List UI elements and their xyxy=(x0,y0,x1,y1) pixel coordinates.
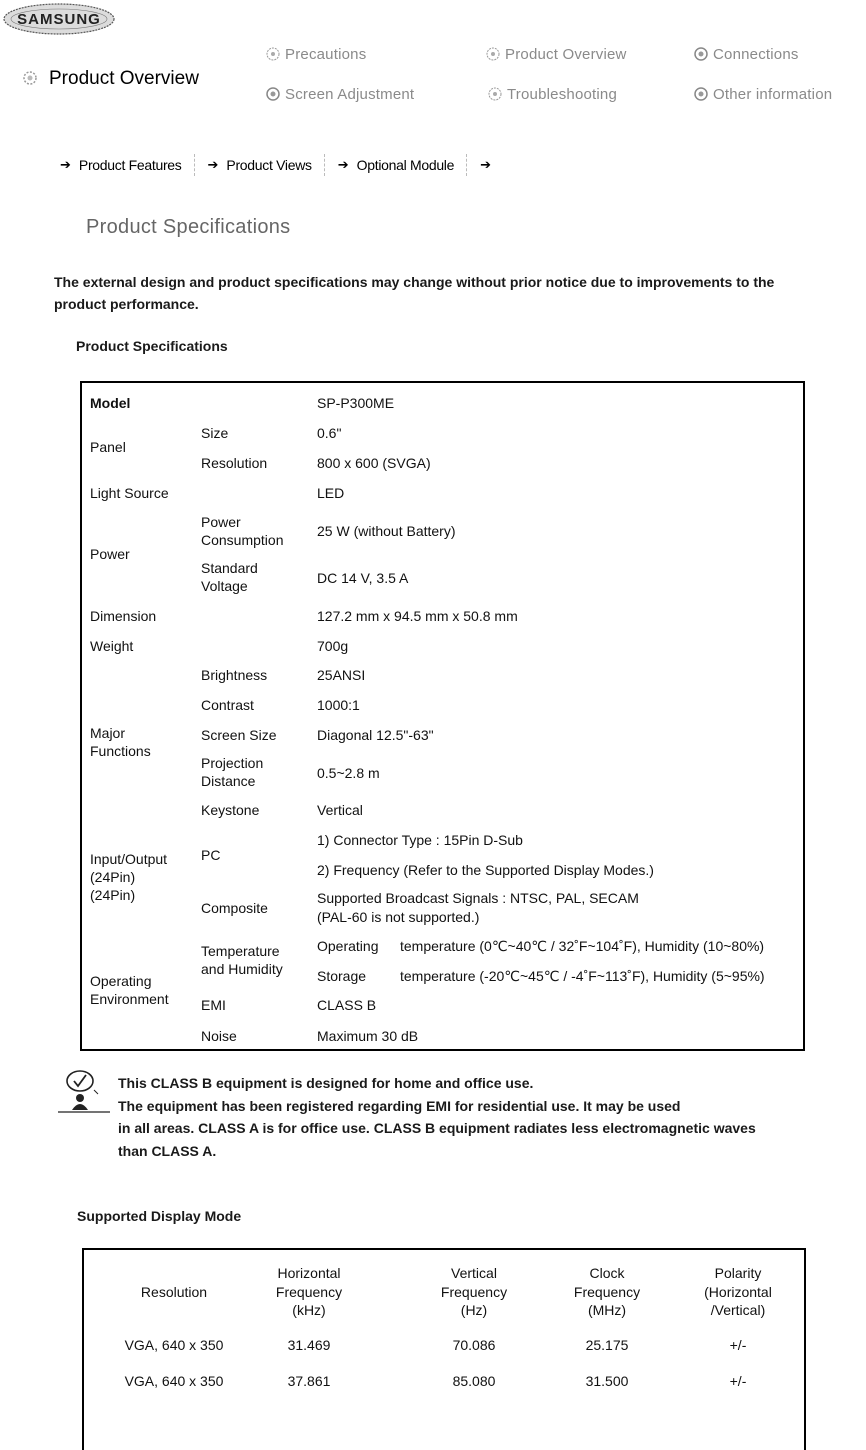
subnav-divider xyxy=(194,154,196,176)
arrow-right-icon: ➔ xyxy=(207,157,219,172)
spec-value-pc-connector: 1) Connector Type : 15Pin D-Sub xyxy=(317,832,523,848)
spec-value-size: 0.6" xyxy=(317,425,342,441)
col-header-resolution: Resolution xyxy=(140,1284,208,1300)
display-mode-table xyxy=(82,1248,806,1450)
page-title: Product Overview xyxy=(49,68,199,89)
mode-row-1-vertical: 70.086 xyxy=(452,1337,496,1353)
arrow-right-icon: ➔ xyxy=(60,157,71,172)
spec-value-dimension: 127.2 mm x 94.5 mm x 50.8 mm xyxy=(317,608,518,624)
spec-env-operating-value: temperature (0℃~40℃ / 32˚F~104˚F), Humidity (10~80%) xyxy=(400,938,765,954)
display-mode-heading: Supported Display Mode xyxy=(77,1208,242,1224)
nav-connections[interactable]: Connections xyxy=(693,46,799,63)
spec-sublabel-power-consumption: Power Consumption xyxy=(201,514,284,548)
mode-row-1-polarity: +/- xyxy=(729,1337,747,1353)
mode-row-2-horizontal: 37.861 xyxy=(287,1373,331,1389)
spec-env-storage-label: Storage xyxy=(317,968,367,984)
spec-sublabel-projection-distance: Projection Distance xyxy=(201,755,264,789)
subnav-divider xyxy=(324,154,326,176)
nav-precautions[interactable]: Precautions xyxy=(265,46,366,63)
product-overview-icon xyxy=(20,68,40,88)
spec-table xyxy=(80,381,805,1051)
spec-label-light-source: Light Source xyxy=(90,485,169,501)
mode-row-1-resolution: VGA, 640 x 350 xyxy=(124,1337,224,1353)
spec-sublabel-resolution: Resolution xyxy=(201,455,268,471)
spec-value-keystone: Vertical xyxy=(317,802,363,818)
spec-sublabel-size: Size xyxy=(201,425,229,441)
spec-value-light-source: LED xyxy=(317,485,345,501)
spec-label-operating-environment: Operating Environment xyxy=(90,973,169,1007)
other-information-icon xyxy=(693,86,709,102)
spec-value-contrast: 1000:1 xyxy=(317,697,360,713)
nav-screen-adjustment[interactable]: Screen Adjustment xyxy=(265,86,414,103)
spec-label-model: Model xyxy=(90,395,131,411)
spec-value-weight: 700g xyxy=(317,638,349,654)
spec-label-panel: Panel xyxy=(90,439,126,455)
nav-product-overview[interactable]: Product Overview xyxy=(485,46,627,63)
screen-adjustment-icon xyxy=(265,86,281,102)
spec-value-emi: CLASS B xyxy=(317,997,377,1013)
spec-value-projection-distance: 0.5~2.8 m xyxy=(317,765,380,781)
spec-value-screen-size: Diagonal 12.5"-63" xyxy=(317,727,434,743)
spec-label-dimension: Dimension xyxy=(90,608,157,624)
spec-env-storage-value: temperature (-20℃~45℃ / -4˚F~113˚F), Humidity (5~95%) xyxy=(400,968,765,984)
notice-text: The external design and product specifications may change without prior notice due to improvements to the product performance. xyxy=(54,274,775,312)
mode-row-1-clock: 25.175 xyxy=(585,1337,629,1353)
spec-sublabel-keystone: Keystone xyxy=(201,802,260,818)
subnav-divider xyxy=(466,154,468,176)
spec-sublabel-screen-size: Screen Size xyxy=(201,727,277,743)
spec-sublabel-composite: Composite xyxy=(201,900,268,916)
spec-sublabel-temperature-humidity: Temperature and Humidity xyxy=(201,943,283,977)
spec-value-model: SP-P300ME xyxy=(317,395,395,411)
spec-value-brightness: 25ANSI xyxy=(317,667,366,683)
mode-row-1-horizontal: 31.469 xyxy=(287,1337,331,1353)
spec-sublabel-noise: Noise xyxy=(201,1028,237,1044)
nav-other-information[interactable]: Other information xyxy=(693,86,832,103)
col-header-polarity: Polarity (Horizontal /Vertical) xyxy=(704,1265,772,1318)
sub-navigation xyxy=(60,154,505,176)
spec-value-standard-voltage: DC 14 V, 3.5 A xyxy=(317,570,409,586)
mode-row-2-clock: 31.500 xyxy=(585,1373,629,1389)
subnav-product-views[interactable]: ➔ Product Views xyxy=(207,157,312,173)
mode-row-2-resolution: VGA, 640 x 350 xyxy=(124,1373,224,1389)
mode-row-2-polarity: +/- xyxy=(729,1373,747,1389)
mode-row-2-vertical: 85.080 xyxy=(452,1373,496,1389)
arrow-right-icon: ➔ xyxy=(480,157,492,172)
connections-icon xyxy=(693,46,709,62)
arrow-right-icon: ➔ xyxy=(337,157,349,172)
samsung-logo xyxy=(2,0,116,38)
col-header-vertical-frequency: Vertical Frequency (Hz) xyxy=(440,1265,508,1318)
spec-value-power-consumption: 25 W (without Battery) xyxy=(317,523,456,539)
spec-sublabel-contrast: Contrast xyxy=(201,697,254,713)
section-title: Product Specifications xyxy=(86,216,291,238)
subnav-optional-module[interactable]: ➔ Optional Module xyxy=(337,157,455,173)
subnav-product-features[interactable]: ➔ Product Features xyxy=(60,157,182,173)
spec-heading: Product Specifications xyxy=(76,338,228,354)
note-icon xyxy=(58,1068,110,1114)
spec-value-pc-frequency: 2) Frequency (Refer to the Supported Display Modes.) xyxy=(317,862,654,878)
col-header-horizontal-frequency: Horizontal Frequency (kHz) xyxy=(275,1265,343,1318)
nav-troubleshooting[interactable]: Troubleshooting xyxy=(487,86,617,103)
spec-label-input-output: Input/Output (24Pin) (24Pin) xyxy=(90,851,168,903)
class-b-note: This CLASS B equipment is designed for home and office use. The equipment has been registered regarding EMI for residential use. It may be used in all areas. CLASS A is for office use. CLASS B equipment radiates less electromagnetic waves than CLASS A. xyxy=(118,1075,756,1159)
spec-sublabel-standard-voltage: Standard Voltage xyxy=(201,560,258,594)
spec-value-noise: Maximum 30 dB xyxy=(317,1028,419,1044)
spec-label-weight: Weight xyxy=(90,638,134,654)
spec-value-composite-signals: Supported Broadcast Signals : NTSC, PAL, SECAM xyxy=(317,890,639,906)
troubleshooting-icon xyxy=(487,86,503,102)
precautions-icon xyxy=(265,46,281,62)
spec-sublabel-pc: PC xyxy=(201,847,221,863)
svg-text:SAMSUNG: SAMSUNG xyxy=(17,11,101,28)
subnav-specifications[interactable] xyxy=(480,157,499,173)
product-overview-nav-icon xyxy=(485,46,501,62)
spec-env-operating-label: Operating xyxy=(317,938,379,954)
spec-sublabel-emi: EMI xyxy=(201,997,226,1013)
spec-value-resolution: 800 x 600 (SVGA) xyxy=(317,455,431,471)
col-header-clock-frequency: Clock Frequency (MHz) xyxy=(573,1265,641,1318)
spec-label-major-functions: Major Functions xyxy=(90,725,151,759)
spec-sublabel-brightness: Brightness xyxy=(201,667,268,683)
spec-label-power: Power xyxy=(90,546,130,562)
spec-value-composite-note: (PAL-60 is not supported.) xyxy=(317,909,480,925)
